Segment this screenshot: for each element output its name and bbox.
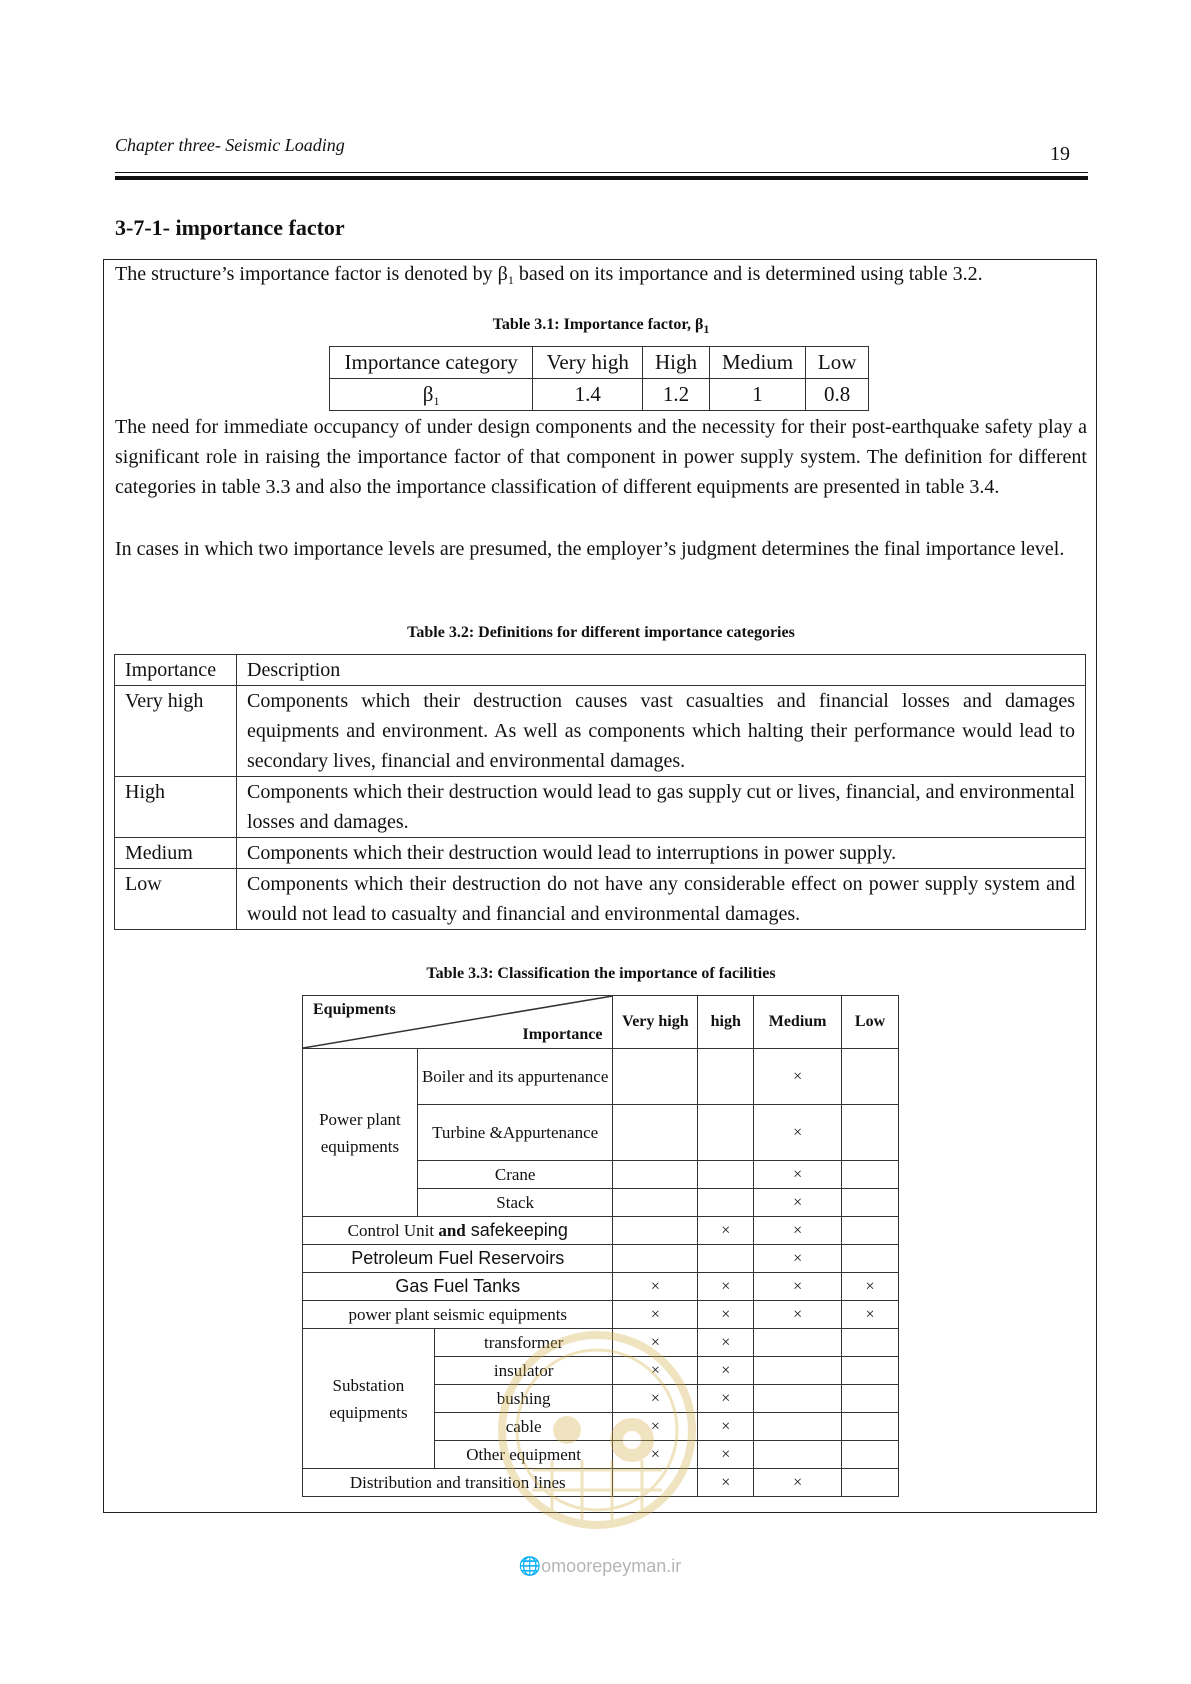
table-header-cell: Low bbox=[842, 996, 899, 1049]
table-row bbox=[303, 1049, 899, 1105]
table-row bbox=[303, 1329, 899, 1357]
mark-cell: × bbox=[613, 1441, 698, 1469]
mark-cell: × bbox=[754, 1273, 842, 1301]
table-cell: transformer bbox=[434, 1329, 613, 1357]
table-cell bbox=[842, 1049, 899, 1105]
table-cell bbox=[842, 1161, 899, 1189]
table-cell: Components which their destruction would lead to gas supply cut or lives, financial, and environmental losses and damages. bbox=[237, 777, 1086, 838]
mark-cell: × bbox=[613, 1357, 698, 1385]
table-cell bbox=[754, 1357, 842, 1385]
table-cell bbox=[754, 1385, 842, 1413]
beta-symbol-cell: $\beta_1$ bbox=[330, 379, 533, 411]
mark-cell: × bbox=[698, 1329, 754, 1357]
table-cell bbox=[842, 1329, 899, 1357]
mark-cell: × bbox=[613, 1329, 698, 1357]
substation-group-cell: Substation equipments bbox=[303, 1329, 435, 1469]
table-cell bbox=[754, 1441, 842, 1469]
table-cell: bushing bbox=[434, 1385, 613, 1413]
table-cell: insulator bbox=[434, 1357, 613, 1385]
corner-bottom-label: Importance bbox=[522, 1026, 603, 1043]
table-cell bbox=[842, 1105, 899, 1161]
power-plant-group-cell: Power plant equipments bbox=[303, 1049, 418, 1217]
table-cell: Gas Fuel Tanks bbox=[303, 1273, 613, 1301]
corner-header-cell bbox=[303, 996, 613, 1049]
mark-cell: × bbox=[698, 1217, 754, 1245]
table-cell: Components which their destruction causes vast casualties and financial losses and damages equipments and environment. As well as components which halting their performance would lead to secondary lives, financial and environmental damages. bbox=[237, 686, 1086, 777]
body-paragraph: The need for immediate occupancy of under design components and the necessity for their post-earthquake safety play a significant role in raising the importance factor of that component in power supply system. The definition for different categories in table 3.3 and also the importance classification of different equipments are presented in table 3.4. bbox=[115, 416, 1087, 498]
table-header-cell: Very high bbox=[613, 996, 698, 1049]
mark-cell: × bbox=[613, 1385, 698, 1413]
table-cell: Distribution and transition lines bbox=[303, 1469, 613, 1497]
table-cell: High bbox=[115, 777, 237, 838]
table3-caption: Table 3.3: Classification the importance of facilities bbox=[426, 965, 776, 982]
table-cell: Medium bbox=[115, 838, 237, 869]
table-cell: 0.8 bbox=[806, 379, 869, 411]
table-cell: Stack bbox=[417, 1189, 613, 1217]
table-header-cell: Importance category bbox=[330, 347, 533, 379]
table-row bbox=[330, 347, 869, 379]
table-header-cell: Low bbox=[806, 347, 869, 379]
mark-cell: × bbox=[754, 1105, 842, 1161]
table-cell bbox=[842, 1413, 899, 1441]
table-cell bbox=[613, 1245, 698, 1273]
mark-cell: × bbox=[698, 1441, 754, 1469]
table-row bbox=[115, 686, 1086, 777]
table-cell bbox=[698, 1105, 754, 1161]
table-cell: 1 bbox=[709, 379, 806, 411]
table-cell: Very high bbox=[115, 686, 237, 777]
table-cell bbox=[698, 1161, 754, 1189]
watermark-site-text: 🌐omoorepeyman.ir bbox=[518, 1556, 682, 1576]
table-row bbox=[303, 1217, 899, 1245]
table-cell: Low bbox=[115, 869, 237, 930]
table-header-cell: Importance bbox=[115, 655, 237, 686]
table-header-cell: Medium bbox=[754, 996, 842, 1049]
mark-cell: × bbox=[754, 1049, 842, 1105]
table-cell: Other equipment bbox=[434, 1441, 613, 1469]
table-row bbox=[115, 869, 1086, 930]
table-header-cell: High bbox=[643, 347, 710, 379]
table-row bbox=[303, 1245, 899, 1273]
header-rule-thin bbox=[115, 172, 1088, 173]
mark-cell: × bbox=[754, 1161, 842, 1189]
table-cell bbox=[613, 1217, 698, 1245]
table-header-cell: high bbox=[698, 996, 754, 1049]
table-row bbox=[115, 777, 1086, 838]
table-cell: Control Unit and safekeeping bbox=[303, 1217, 613, 1245]
table-row bbox=[330, 379, 869, 411]
table-cell bbox=[613, 1469, 698, 1497]
table-cell bbox=[842, 1189, 899, 1217]
table-cell bbox=[613, 1189, 698, 1217]
table-header-cell: Medium bbox=[709, 347, 806, 379]
table-row bbox=[303, 996, 899, 1049]
table-row bbox=[115, 838, 1086, 869]
section-heading: 3-7-1- importance factor bbox=[115, 215, 345, 240]
mark-cell: × bbox=[698, 1413, 754, 1441]
table-cell bbox=[754, 1329, 842, 1357]
running-head: Chapter three- Seismic Loading bbox=[115, 135, 345, 155]
table-cell bbox=[842, 1385, 899, 1413]
mark-cell: × bbox=[698, 1301, 754, 1329]
table-cell bbox=[842, 1357, 899, 1385]
mark-cell: × bbox=[698, 1385, 754, 1413]
table-cell bbox=[698, 1189, 754, 1217]
facilities-classification-table bbox=[302, 995, 899, 1497]
mark-cell: × bbox=[698, 1469, 754, 1497]
table-cell: 1.4 bbox=[533, 379, 643, 411]
page-number: 19 bbox=[1050, 143, 1070, 165]
mark-cell: × bbox=[698, 1273, 754, 1301]
table-cell: Components which their destruction would lead to interruptions in power supply. bbox=[237, 838, 1086, 869]
table-cell: 1.2 bbox=[643, 379, 710, 411]
table2-caption: Table 3.2: Definitions for different importance categories bbox=[407, 624, 795, 641]
table-cell: Petroleum Fuel Reservoirs bbox=[303, 1245, 613, 1273]
table-cell bbox=[613, 1161, 698, 1189]
table-cell bbox=[698, 1049, 754, 1105]
table-row bbox=[303, 1273, 899, 1301]
table-cell bbox=[842, 1441, 899, 1469]
table-header-cell: Description bbox=[237, 655, 1086, 686]
table-header-cell: Very high bbox=[533, 347, 643, 379]
table-row bbox=[303, 1469, 899, 1497]
table-cell bbox=[842, 1245, 899, 1273]
mark-cell: × bbox=[754, 1245, 842, 1273]
mark-cell: × bbox=[613, 1301, 698, 1329]
table-cell: Turbine &Appurtenance bbox=[417, 1105, 613, 1161]
table-cell bbox=[613, 1049, 698, 1105]
definitions-table bbox=[114, 654, 1086, 930]
table-cell bbox=[842, 1217, 899, 1245]
mark-cell: × bbox=[613, 1413, 698, 1441]
table-cell bbox=[842, 1469, 899, 1497]
table-cell bbox=[613, 1105, 698, 1161]
table-cell bbox=[754, 1413, 842, 1441]
table-cell: Components which their destruction do not have any considerable effect on power supply system and would not lead to casualty and financial and environmental damages. bbox=[237, 869, 1086, 930]
mark-cell: × bbox=[754, 1217, 842, 1245]
mark-cell: × bbox=[842, 1273, 899, 1301]
mark-cell: × bbox=[754, 1469, 842, 1497]
table-cell: Crane bbox=[417, 1161, 613, 1189]
table-cell: power plant seismic equipments bbox=[303, 1301, 613, 1329]
body-paragraph: In cases in which two importance levels are presumed, the employer’s judgment determines the final importance level. bbox=[115, 538, 1065, 560]
mark-cell: × bbox=[754, 1189, 842, 1217]
table1-caption: Table 3.1: Importance factor, $\beta_1$ bbox=[492, 316, 710, 336]
importance-factor-table bbox=[329, 346, 869, 411]
mark-cell: × bbox=[698, 1357, 754, 1385]
mark-cell: × bbox=[613, 1273, 698, 1301]
table-cell: cable bbox=[434, 1413, 613, 1441]
intro-paragraph: The structure’s importance factor is denoted by $\beta_1$ based on its importance and is determined using table 3.2. bbox=[115, 263, 983, 287]
header-rule-thick bbox=[115, 176, 1088, 180]
table-cell: Boiler and its appurtenance bbox=[417, 1049, 613, 1105]
table-row bbox=[303, 1301, 899, 1329]
table-cell bbox=[698, 1245, 754, 1273]
corner-top-label: Equipments bbox=[313, 1001, 396, 1018]
table-row bbox=[115, 655, 1086, 686]
mark-cell: × bbox=[754, 1301, 842, 1329]
mark-cell: × bbox=[842, 1301, 899, 1329]
